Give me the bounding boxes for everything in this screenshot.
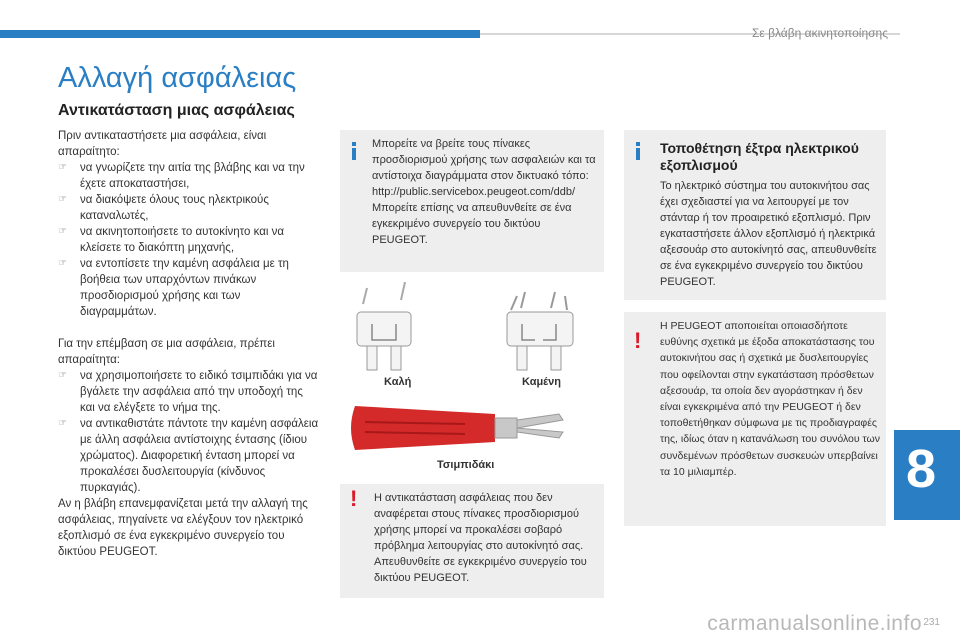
- warning-box-right-text: [660, 318, 882, 480]
- list-item: ☞ να διακόψετε όλους τους ηλεκτρικούς καταναλωτές,: [58, 192, 320, 224]
- tweezers-image: [351, 406, 563, 450]
- list-item: ☞ να ακινητοποιήσετε το αυτοκίνητο και να κλείσετε το διακόπτη μηχανής,: [58, 224, 320, 256]
- intro-paragraph: Πριν αντικαταστήσετε μια ασφάλεια, είναι απαραίτητο:: [58, 130, 267, 158]
- info-box-paragraph: Μπορείτε να βρείτε τους πίνακες προσδιορισμού χρήσης των ασφαλειών και τα αντίστοιχα διαγράμματα στον δικτυακό τόπο: http://public.servicebox.peugeot.com/ddb/ Μπορείτε επίσης να απευθυνθείτε σε ένα εγκεκριμένο συνεργείο του δικτύου PEUGEOT.: [372, 138, 596, 246]
- warning-icon: !: [634, 328, 642, 353]
- info-box-title: Τοποθέτηση έξτρα ηλεκτρικού εξοπλισμού: [660, 140, 859, 173]
- chapter-number: 8: [906, 439, 937, 499]
- warning-box-text: [374, 490, 600, 586]
- label-blown: Καμένη: [522, 376, 561, 388]
- label-tweezers: Τσιμπιδάκι: [437, 459, 495, 471]
- closing-paragraph: Αν η βλάβη επανεμφανίζεται μετά την αλλαγή της ασφάλειας, πηγαίνετε να ελέγξουν τον ηλεκτρικό εξοπλισμό σε ένα εγκεκριμένο συνεργείο του δικτύου PEUGEOT.: [58, 498, 308, 558]
- running-header: Σε βλάβη ακινητοποίησης: [751, 26, 888, 40]
- blown-fuse-image: [507, 292, 573, 370]
- good-fuse-image: [357, 282, 411, 370]
- left-column-bottom: [58, 336, 320, 560]
- list-item: ☞ να αντικαθιστάτε πάντοτε την καμένη ασφάλεια με άλλη ασφάλεια αντίστοιχης έντασης (ίδιου χρώματος). Διαφορετική ένταση μπορεί να προκαλέσει δυσλειτουργία (κίνδυνος πυρκαγιάς).: [58, 416, 320, 496]
- intro-paragraph-2: Για την επέμβαση σε μια ασφάλεια, πρέπει απαραίτητα:: [58, 338, 275, 366]
- warning-icon: !: [350, 486, 358, 511]
- header-accent-bar: [0, 30, 480, 38]
- warning-paragraph: Η αντικατάσταση ασφάλειας που δεν αναφέρεται στους πίνακες προσδιορισμού χρήσης μπορεί να προκαλέσει σοβαρό πρόβλημα λειτουργίας στο αυτοκίνητό σας. Απευθυνθείτε σε εγκεκριμένο συνεργείο του δικτύου PEUGEOT.: [374, 492, 587, 584]
- list-item: ☞ να γνωρίζετε την αιτία της βλάβης και να την έχετε αποκαταστήσει,: [58, 160, 320, 192]
- info-box-right-text: [660, 178, 880, 290]
- page-number: 231: [923, 617, 940, 628]
- info-icon: [350, 142, 358, 160]
- procedure-list: [58, 368, 320, 496]
- page-title: Αλλαγή ασφάλειας: [58, 62, 297, 94]
- prerequisites-list: [58, 160, 320, 320]
- list-item: ☞ να εντοπίσετε την καμένη ασφάλεια με τη βοήθεια των υπαρχόντων πινάκων προσδιορισμού χρήσης και των διαγραμμάτων.: [58, 256, 320, 320]
- section-heading: Αντικατάσταση μιας ασφάλειας: [58, 102, 295, 119]
- watermark: carmanualsonline.info: [707, 612, 922, 635]
- liability-paragraph: Η PEUGEOT αποποιείται οποιασδήποτε ευθύνης σχετικά με έξοδα αποκατάστασης του αυτοκινήτου σας ή σχετικά με δυσλειτουργίες που οφείλονται στην εγκατάσταση πρόσθετων αξεσουάρ, τα οποία δεν αγοράστηκαν ή δεν είναι εγκεκριμένα από την PEUGEOT ή δεν τοποθετήθηκαν σύμφωνα με τις προδιαγραφές της, ιδίως όταν η κατανάλωση του συνόλου των συνδεμένων πρόσθετων συσκευών υπερβαίνει τα 10 μιλιαμπέρ.: [660, 320, 881, 478]
- label-good: Καλή: [384, 376, 412, 388]
- info-box-text: [372, 136, 598, 248]
- left-column-top: [58, 128, 320, 320]
- info-icon: [634, 142, 642, 160]
- info-paragraph: Το ηλεκτρικό σύστημα του αυτοκινήτου σας έχει σχεδιαστεί για να λειτουργεί με τον στάνταρ ή τον προαιρετικό εξοπλισμό. Πριν εγκαταστήσετε άλλον εξοπλισμό ή ηλεκτρικά αξεσουάρ στο αυτοκίνητό σας, απευθυνθείτε σε ένα εγκεκριμένο συνεργείο του δικτύου PEUGEOT.: [660, 180, 877, 288]
- list-item: ☞ να χρησιμοποιήσετε το ειδικό τσιμπιδάκι για να βγάλετε την ασφάλεια από την υποδοχή της και να ελέγξετε το νήμα της.: [58, 368, 320, 416]
